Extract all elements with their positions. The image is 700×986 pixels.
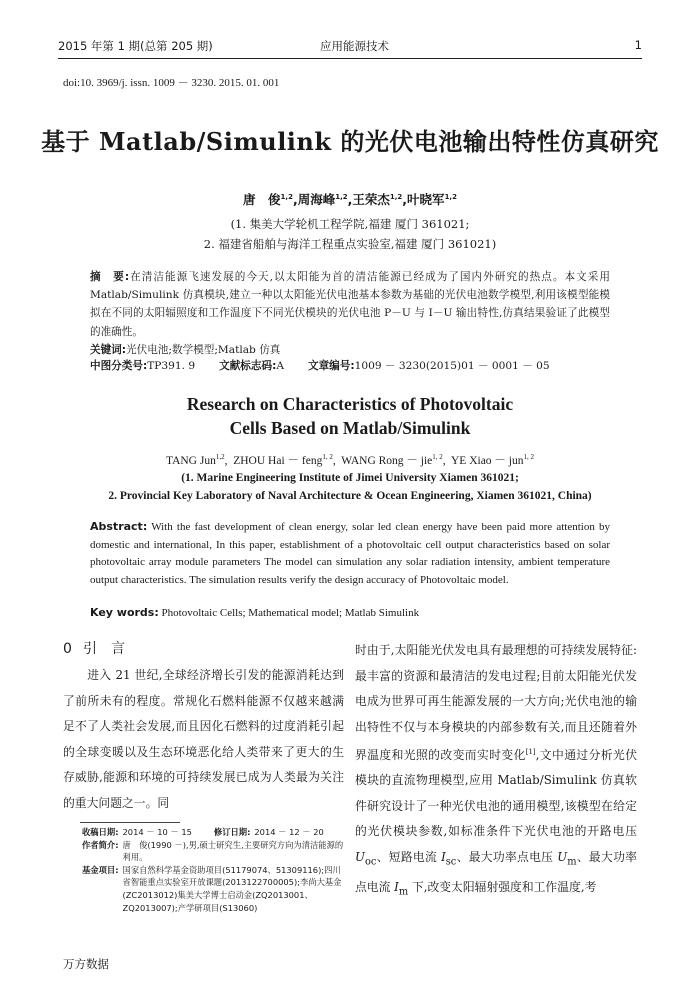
header-rule [58,58,642,59]
doc-code-value: A [276,360,284,372]
author-affiliation-marker: 1, 2 [432,453,443,462]
article-number-value: 1009 － 3230(2015)01 － 0001 － 05 [354,360,550,372]
doc-code-label: 文献标志码: [219,360,277,372]
bio-label: 作者简介: [82,839,119,850]
author-name: 叶晓军 [407,192,445,207]
keywords-text: Photovoltaic Cells; Mathematical model; Matlab Simulink [161,607,420,619]
footnote-fund [82,864,344,914]
author-affiliation-marker: 1,2 [215,453,225,462]
bio-text: 唐 俊(1990 －),男,硕士研究生,主要研究方向为清洁能源的利用。 [122,839,344,863]
section-number: 0 [63,641,72,657]
author-name: 唐 俊 [243,192,281,207]
symbol-um: U [557,849,568,864]
body-paragraph: 进入 21 世纪,全球经济增长引发的能源消耗达到了前所未有的程度。常规化石燃料能源不仅越来越满足不了人类社会发展,而且因化石燃料的过度消耗引起的全球变暖以及生态环境恶化给人类带来了更大的生存威胁,能源和环境的可持续发展已成为人类最为关注的重大问题之一。同 [63,668,344,810]
symbol-im: I [394,879,399,894]
author-affiliation-marker: 1,2 [280,192,293,201]
footnote-rule [80,822,180,823]
keywords-label: 关键词: [90,344,127,356]
keywords-english [90,606,419,619]
received-date: 2014 － 10 － 15 [122,827,192,837]
abstract-label: 摘 要: [90,271,130,283]
issue-info: 2015 年第 1 期(总第 205 期) [58,39,213,53]
symbol-uoc: U [355,849,365,864]
keywords-text: 光伏电池;数学模型;Matlab 仿真 [126,344,281,356]
author-affiliation-marker: 1,2 [444,192,457,201]
symbol-subscript: sc [445,856,457,868]
body-paragraph [355,638,637,905]
title-english [0,392,700,440]
abstract-text: 在清洁能源飞速发展的今天,以太阳能为首的清洁能源已经成为了国内外研究的热点。本文采用 Matlab/Simulink 仿真模块,建立一种以太阳能光伏电池基本参数为基础的光伏电池数学模型,利用该模型能模拟在不同的太阳辐照度和工作温度下不同光伏模块的光伏电池 P－U 与 I－U 输出特性,仿真结果验证了此模型的准确性。 [90,271,610,338]
title-english-line-2: Cells Based on Matlab/Simulink [229,418,471,438]
body-text: 、最大功率点电流 [355,849,637,894]
fund-text: 国家自然科学基金资助项目(51179074、51309116);四川省智能重点实验室开放课题(2013122700005);李尚大基金(ZC2013012)集美大学博士启动金(ZQ2013001、ZQ2013007);产学研项目(S13060) [122,864,342,913]
symbol-isc: I [441,849,446,864]
author-name: 周海峰 [297,192,336,207]
affiliation-chinese-2: 2. 福建省船舶与海洋工程重点实验室,福建 厦门 361021) [203,237,497,251]
revised-date: 2014 － 12 － 20 [254,827,324,837]
author-name: YE Xiao － jun [451,455,524,467]
title-chinese: 基于 Matlab/Simulink 的光伏电池输出特性仿真研究 [41,127,659,156]
keywords-label: Key words: [90,606,159,619]
author-affiliation-marker: 1, 2 [322,453,333,462]
doi: doi:10. 3969/j. issn. 1009 － 3230. 2015. 01. 001 [63,77,280,89]
body-text: 、短路电流 [376,849,442,864]
author-affiliation-marker: 1, 2 [523,453,535,462]
footnote-bio [82,839,344,864]
authors-chinese: 唐 俊$^{1,2}$,周海峰$^{1,2}$,王荣杰$^{1,2}$,叶晓军$^{1,2}$ [243,192,457,207]
abstract-chinese [90,268,610,341]
section-title: 引言 [83,641,139,657]
abstract-english [90,518,610,590]
clc-value: TP391. 9 [147,360,196,372]
watermark: 万方数据 [63,957,109,971]
section-heading [63,638,139,658]
page-number: 1 [634,38,642,52]
body-text: 时由于,太阳能光伏发电具有最理想的可持续发展特征:最丰富的资源和最清洁的发电过程;目前太阳能光伏发电成为世界可再生能源发展的一大方向;光伏电池的输出特性不仅与本身模块的内部参数有关,而且还随着外界温度和光照的改变而实时变化 [355,643,637,762]
body-text: 下,改变太阳辐射强度和工作温度,考 [408,879,597,894]
clc-label: 中图分类号: [90,360,148,372]
body-text: 、最大功率点电压 [456,849,558,864]
symbol-subscript: oc [364,856,377,868]
author-affiliation-marker: 1,2 [335,192,348,201]
symbol-subscript: m [398,886,409,898]
authors-english: TANG Jun$^{1,2}$, ZHOU Hai － feng$^{1, 2}$, WANG Rong － jie$^{1, 2}$, YE Xiao － jun$^{1, 2}$ [165,453,535,467]
citation[interactable]: [1] [525,748,536,756]
body-column-right [355,638,637,905]
article-number-label: 文章编号: [307,360,355,372]
footnote-dates [82,826,344,839]
abstract-label: Abstract: [90,520,148,533]
title-english-line-1: Research on Characteristics of Photovoltaic [186,394,514,414]
symbol-subscript: m [567,856,577,868]
fund-label: 基金项目: [82,864,119,875]
author-affiliation-marker: 1,2 [389,192,403,201]
affiliation-english-2: 2. Provincial Key Laboratory of Naval Architecture & Ocean Engineering, Xiamen 361021, China) [108,490,592,502]
author-name: TANG Jun [165,455,216,467]
classification-line [90,358,620,373]
journal-name: 应用能源技术 [320,39,389,53]
received-label: 收稿日期: [82,827,119,837]
affiliation-english-1: (1. Marine Engineering Institute of Jimei University Xiamen 361021; [181,472,519,484]
abstract-text: With the fast development of clean energy, solar led clean energy have been paid more attention by domestic and international, In this paper, establishment of a photovoltaic cell output characteristics based on solar photovoltaic array module parameters The model can simulation any solar radiation intensity, ambient temperature output characteristics. The simulation results verify the design accuracy of Photovoltaic model. [90,521,610,587]
affiliation-chinese-1: (1. 集美大学轮机工程学院,福建 厦门 361021; [230,217,470,231]
running-header [58,38,642,58]
keywords-chinese [90,342,280,357]
footnotes [82,826,344,914]
author-name: ZHOU Hai － feng [233,455,323,467]
author-name: WANG Rong － jie [341,455,433,467]
author-name: 王荣杰 [352,192,390,207]
body-text: ,文中通过分析光伏模块的直流物理模型,应用 Matlab/Simulink 仿真软件研究设计了一种光伏电池的通用模型,该模型在给定的光伏模块参数,如标准条件下光伏电池的开路电压 [355,747,637,839]
revised-label: 修订日期: [213,827,251,837]
body-column-left [63,663,344,816]
